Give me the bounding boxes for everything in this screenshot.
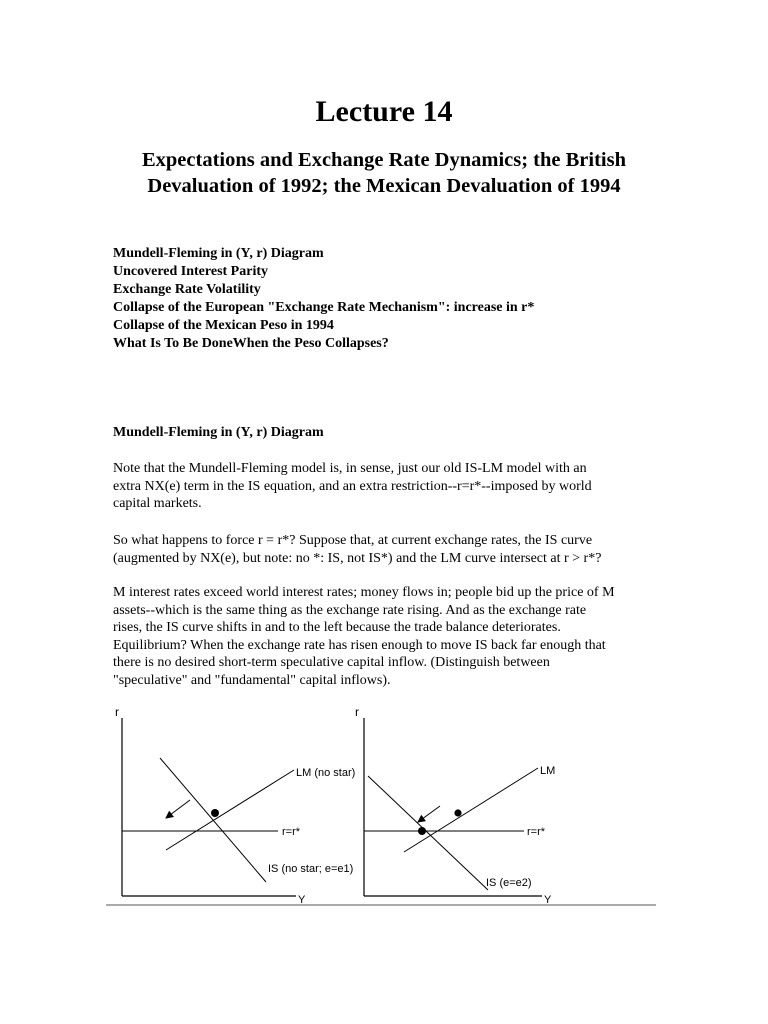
- right-is-label: IS (e=e2): [486, 877, 532, 889]
- table-of-contents: [113, 245, 534, 353]
- toc-item: Collapse of the European "Exchange Rate Mechanism": increase in r*: [113, 300, 535, 315]
- right-y-axis-label: r: [355, 705, 359, 719]
- left-is-label: IS (no star; e=e1): [268, 863, 354, 875]
- right-old-intersection-point: [454, 809, 461, 816]
- paragraph-line: extra NX(e) term in the IS equation, and an extra restriction--r=r*--imposed by world: [113, 478, 592, 494]
- paragraph-line: Equilibrium? When the exchange rate has risen enough to move IS back far enough that: [113, 637, 606, 653]
- left-y-axis-label: r: [115, 705, 119, 719]
- right-x-axis-label: Y: [544, 894, 552, 906]
- left-equilibrium-point: [211, 809, 219, 817]
- is-lm-figure: [106, 700, 658, 917]
- subtitle-line: Devaluation of 1992; the Mexican Devaluation of 1994: [147, 175, 621, 197]
- paragraph: [113, 532, 673, 567]
- paragraph-line: Note that the Mundell-Fleming model is, in sense, just our old IS-LM model with an: [113, 461, 587, 476]
- paragraph-line: So what happens to force r = r*? Suppose that, at current exchange rates, the IS curve: [113, 533, 593, 548]
- paragraph-line: (augmented by NX(e), but note: no *: IS, not IS*) and the LM curve intersect at r > r*?: [113, 550, 602, 566]
- paragraph-line: rises, the IS curve shifts in and to the left because the trade balance deteriorates.: [113, 620, 561, 635]
- left-lm-curve: [166, 770, 294, 850]
- subtitle-line: Expectations and Exchange Rate Dynamics; the British: [141, 149, 627, 171]
- right-lm-label: LM: [540, 765, 556, 777]
- paragraph-line: there is no desired short-term speculative capital inflow. (Distinguish between: [113, 655, 550, 670]
- left-world-rate-label: r=r*: [282, 826, 301, 838]
- right-new-equilibrium-point: [418, 827, 426, 835]
- paragraph-line: M interest rates exceed world interest rates; money flows in; people bid up the price of M: [113, 585, 615, 600]
- page-title: Lecture 14: [315, 95, 453, 128]
- paragraph-line: "speculative" and "fundamental" capital inflows).: [113, 672, 391, 688]
- paragraph: [113, 584, 673, 689]
- left-is-curve: [160, 758, 266, 882]
- toc-item: Collapse of the Mexican Peso in 1994: [113, 318, 334, 333]
- paragraph-line: assets--which is the same thing as the exchange rate rising. And as the exchange rate: [113, 602, 587, 618]
- paragraph-line: capital markets.: [113, 496, 202, 511]
- right-shift-arrow: [418, 806, 440, 822]
- right-lm-curve: [404, 768, 538, 852]
- toc-item: Exchange Rate Volatility: [113, 282, 261, 297]
- toc-item: Uncovered Interest Parity: [113, 264, 268, 279]
- left-diagram: [115, 705, 355, 906]
- is-lm-diagrams: [106, 700, 658, 912]
- subtitle: [60, 147, 708, 199]
- paragraph: [113, 460, 673, 513]
- toc-item: Mundell-Fleming in (Y, r) Diagram: [113, 246, 324, 261]
- left-shift-arrow: [166, 800, 190, 818]
- section-heading: Mundell-Fleming in (Y, r) Diagram: [113, 425, 324, 440]
- left-lm-label: LM (no star): [296, 767, 356, 779]
- right-is-curve: [368, 776, 488, 890]
- right-world-rate-label: r=r*: [527, 826, 546, 838]
- toc-item: What Is To Be DoneWhen the Peso Collapses?: [113, 336, 389, 351]
- left-x-axis-label: Y: [298, 894, 306, 906]
- right-diagram: [355, 705, 555, 906]
